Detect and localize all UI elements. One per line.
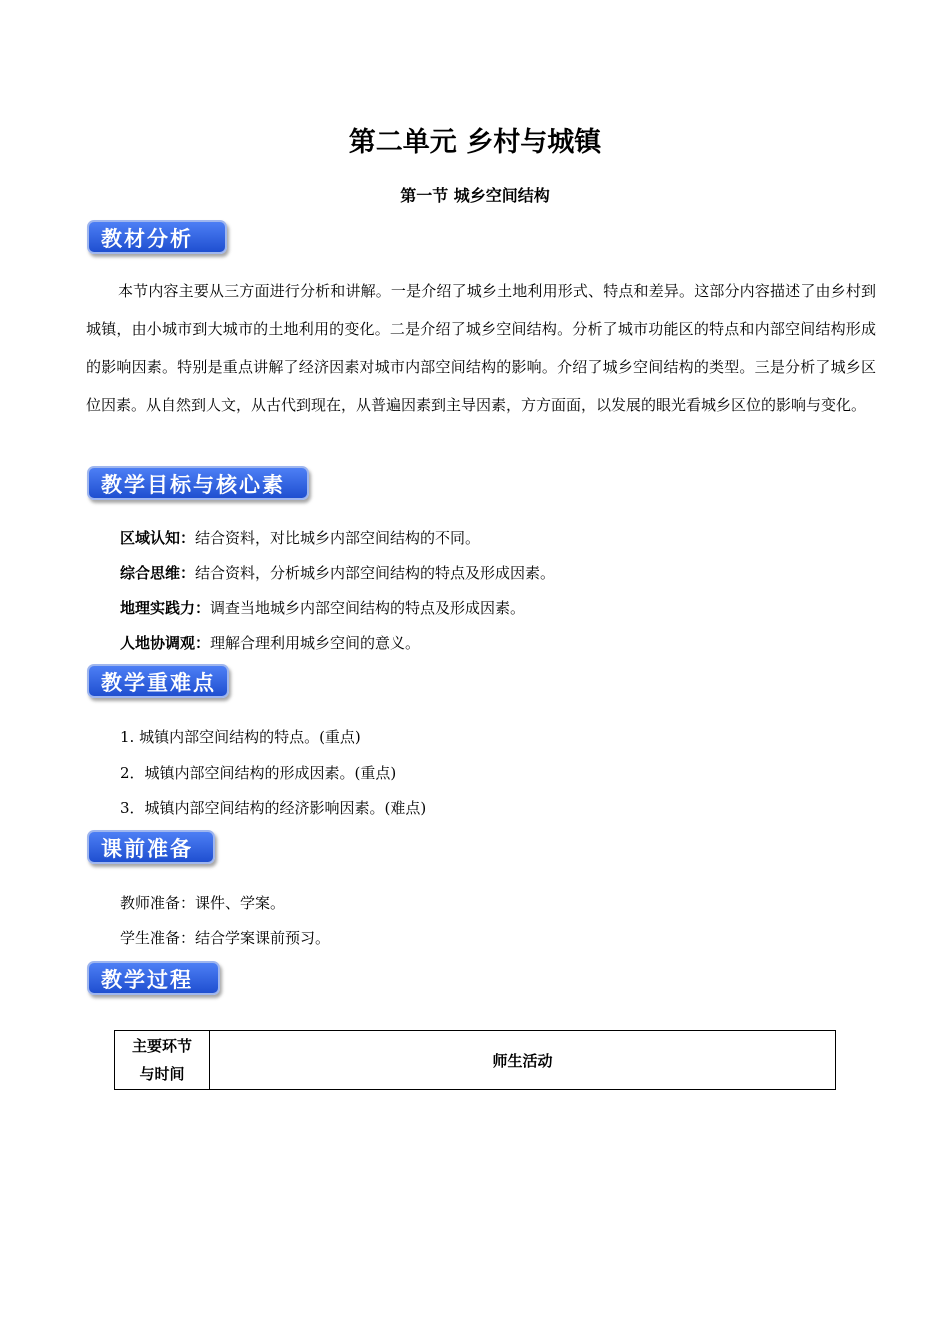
goal-label: 人地协调观： (120, 634, 211, 652)
page-title: 第二单元 乡村与城镇 (348, 127, 602, 158)
goal-item (120, 527, 480, 548)
stage-header-line2: 与时间 (139, 1065, 185, 1083)
table-header-stage (115, 1031, 210, 1090)
analysis-text: 本节内容主要从三方面进行分析和讲解。一是介绍了城乡土地利用形式、特点和差异。这部分内容描述了由乡村到城镇，由小城市到大城市的土地利用的变化。二是介绍了城乡空间结构。分析了城市功能区的特点和内部空间结构形成的影响因素。特别是重点讲解了经济因素对城市内部空间结构的影响。介绍了城乡空间结构的类型。三是分析了城乡区位因素。从自然到人文，从古代到现在，从普遍因素到主导因素，方方面面，以发展的眼光看城乡区位的影响与变化。 (86, 282, 876, 414)
table-header-activity: 师生活动 (210, 1031, 836, 1090)
goal-label: 区域认知： (120, 529, 196, 547)
goal-text: 结合资料，对比城乡内部空间结构的不同。 (195, 529, 481, 547)
keypoint-item: 1. 城镇内部空间结构的特点。(重点) (120, 728, 361, 746)
goal-text: 结合资料，分析城乡内部空间结构的特点及形成因素。 (195, 564, 556, 582)
goal-label: 综合思维： (120, 564, 196, 582)
heading-process: 教学过程 (87, 961, 220, 995)
goal-text: 调查当地城乡内部空间结构的特点及形成因素。 (210, 599, 526, 617)
goal-item (120, 597, 525, 618)
process-table (114, 1030, 836, 1090)
goal-item (120, 632, 420, 653)
heading-keypoints: 教学重难点 (87, 664, 229, 698)
analysis-paragraph (86, 272, 876, 424)
table-row (115, 1031, 836, 1090)
section-subtitle: 第一节 城乡空间结构 (400, 186, 550, 205)
heading-prep: 课前准备 (87, 830, 215, 864)
prep-item: 学生准备：结合学案课前预习。 (120, 929, 331, 947)
keypoint-item: 3．城镇内部空间结构的经济影响因素。(难点) (120, 799, 427, 817)
heading-analysis: 教材分析 (87, 220, 227, 254)
heading-goals: 教学目标与核心素养 (87, 466, 309, 500)
goal-label: 地理实践力： (120, 599, 211, 617)
goal-text: 理解合理利用城乡空间的意义。 (210, 634, 421, 652)
stage-header-line1: 主要环节 (131, 1037, 192, 1055)
prep-item: 教师准备：课件、学案。 (120, 894, 286, 912)
goal-item (120, 562, 555, 583)
keypoint-item: 2．城镇内部空间结构的形成因素。(重点) (120, 764, 397, 782)
